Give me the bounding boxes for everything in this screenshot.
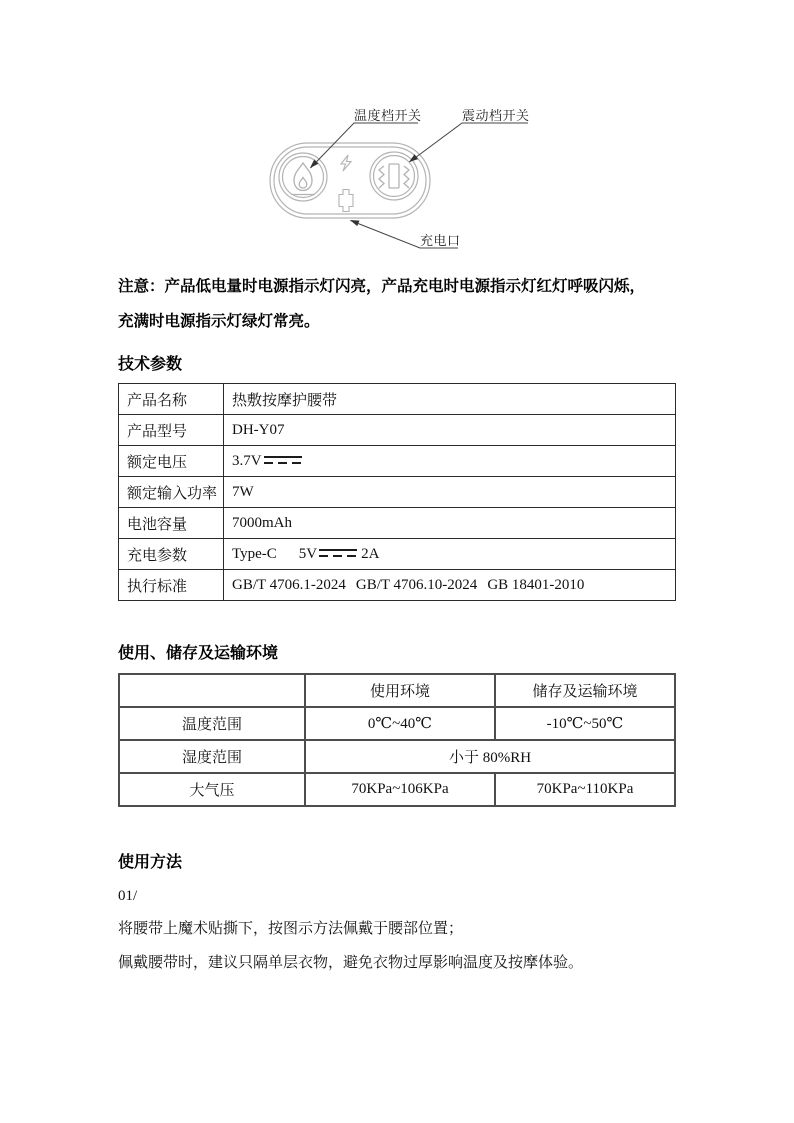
table-row — [119, 570, 676, 601]
param-value: 7000mAh — [224, 508, 676, 539]
param-label: 产品型号 — [119, 415, 224, 446]
param-label: 电池容量 — [119, 508, 224, 539]
table-row — [119, 539, 676, 570]
label-temp-switch: 温度档开关 — [354, 108, 422, 123]
param-label: 执行标准 — [119, 570, 224, 601]
table-row — [119, 674, 675, 707]
param-value — [224, 539, 676, 570]
charge-voltage: 5V — [298, 545, 318, 562]
param-label: 产品名称 — [119, 384, 224, 415]
param-value: 热敷按摩护腰带 — [224, 384, 676, 415]
param-label: 充电参数 — [119, 539, 224, 570]
env-value: 70KPa~106KPa — [305, 773, 495, 806]
table-row — [119, 477, 676, 508]
note-line-1: 注意：产品低电量时电源指示灯闪亮，产品充电时电源指示灯红灯呼吸闪烁， — [118, 278, 646, 295]
note-paragraph — [118, 269, 676, 339]
table-row — [119, 707, 675, 740]
usage-heading: 使用方法 — [118, 854, 183, 871]
usage-step-number: 01/ — [118, 888, 138, 904]
standard-2: GB/T 4706.10-2024 — [355, 576, 478, 593]
charge-current: 2A — [361, 545, 380, 562]
table-row — [119, 508, 676, 539]
table-row — [119, 384, 676, 415]
param-value: 7W — [224, 477, 676, 508]
env-value: 70KPa~110KPa — [495, 773, 675, 806]
note-line-2: 充满时电源指示灯绿灯常亮。 — [118, 313, 320, 330]
env-col-header: 使用环境 — [305, 674, 495, 707]
usage-line-2: 佩戴腰带时，建议只隔单层衣物，避免衣物过厚影响温度及按摩体验。 — [118, 955, 584, 971]
env-corner-cell — [119, 674, 305, 707]
tech-params-heading: 技术参数 — [118, 356, 183, 373]
standard-3: GB 18401-2010 — [487, 576, 585, 593]
label-charge-port: 充电口 — [420, 233, 461, 248]
env-row-label: 大气压 — [119, 773, 305, 806]
device-diagram — [118, 100, 676, 265]
env-row-label: 温度范围 — [119, 707, 305, 740]
dc-symbol — [319, 547, 357, 559]
dc-symbol — [264, 454, 302, 466]
env-value: 小于 80%RH — [305, 740, 675, 773]
label-vibration-switch: 震动档开关 — [462, 108, 530, 123]
table-row — [119, 415, 676, 446]
env-table — [118, 673, 676, 807]
env-heading: 使用、储存及运输环境 — [118, 645, 279, 662]
standard-1: GB/T 4706.1-2024 — [232, 576, 346, 593]
charge-port-type: Type-C — [232, 545, 277, 562]
table-row — [119, 446, 676, 477]
usage-line-1: 将腰带上魔术贴撕下，按图示方法佩戴于腰部位置； — [118, 921, 464, 937]
vibration-button — [370, 152, 418, 200]
env-value: -10℃~50℃ — [495, 707, 675, 740]
rated-voltage: 3.7V — [232, 452, 262, 469]
param-value — [224, 570, 676, 601]
env-col-header: 储存及运输环境 — [495, 674, 675, 707]
heat-button — [279, 153, 327, 201]
env-value: 0℃~40℃ — [305, 707, 495, 740]
leader-arrowheads — [310, 154, 418, 226]
device-drawing — [118, 100, 676, 265]
env-row-label: 湿度范围 — [119, 740, 305, 773]
param-label: 额定输入功率 — [119, 477, 224, 508]
charge-port-icon — [339, 190, 353, 212]
tech-params-table — [118, 383, 676, 601]
vibration-icon — [379, 164, 409, 188]
table-row — [119, 773, 675, 806]
page-content — [0, 100, 794, 973]
param-value — [224, 446, 676, 477]
lightning-icon — [341, 155, 351, 171]
table-row — [119, 740, 675, 773]
param-value: DH-Y07 — [224, 415, 676, 446]
param-label: 额定电压 — [119, 446, 224, 477]
